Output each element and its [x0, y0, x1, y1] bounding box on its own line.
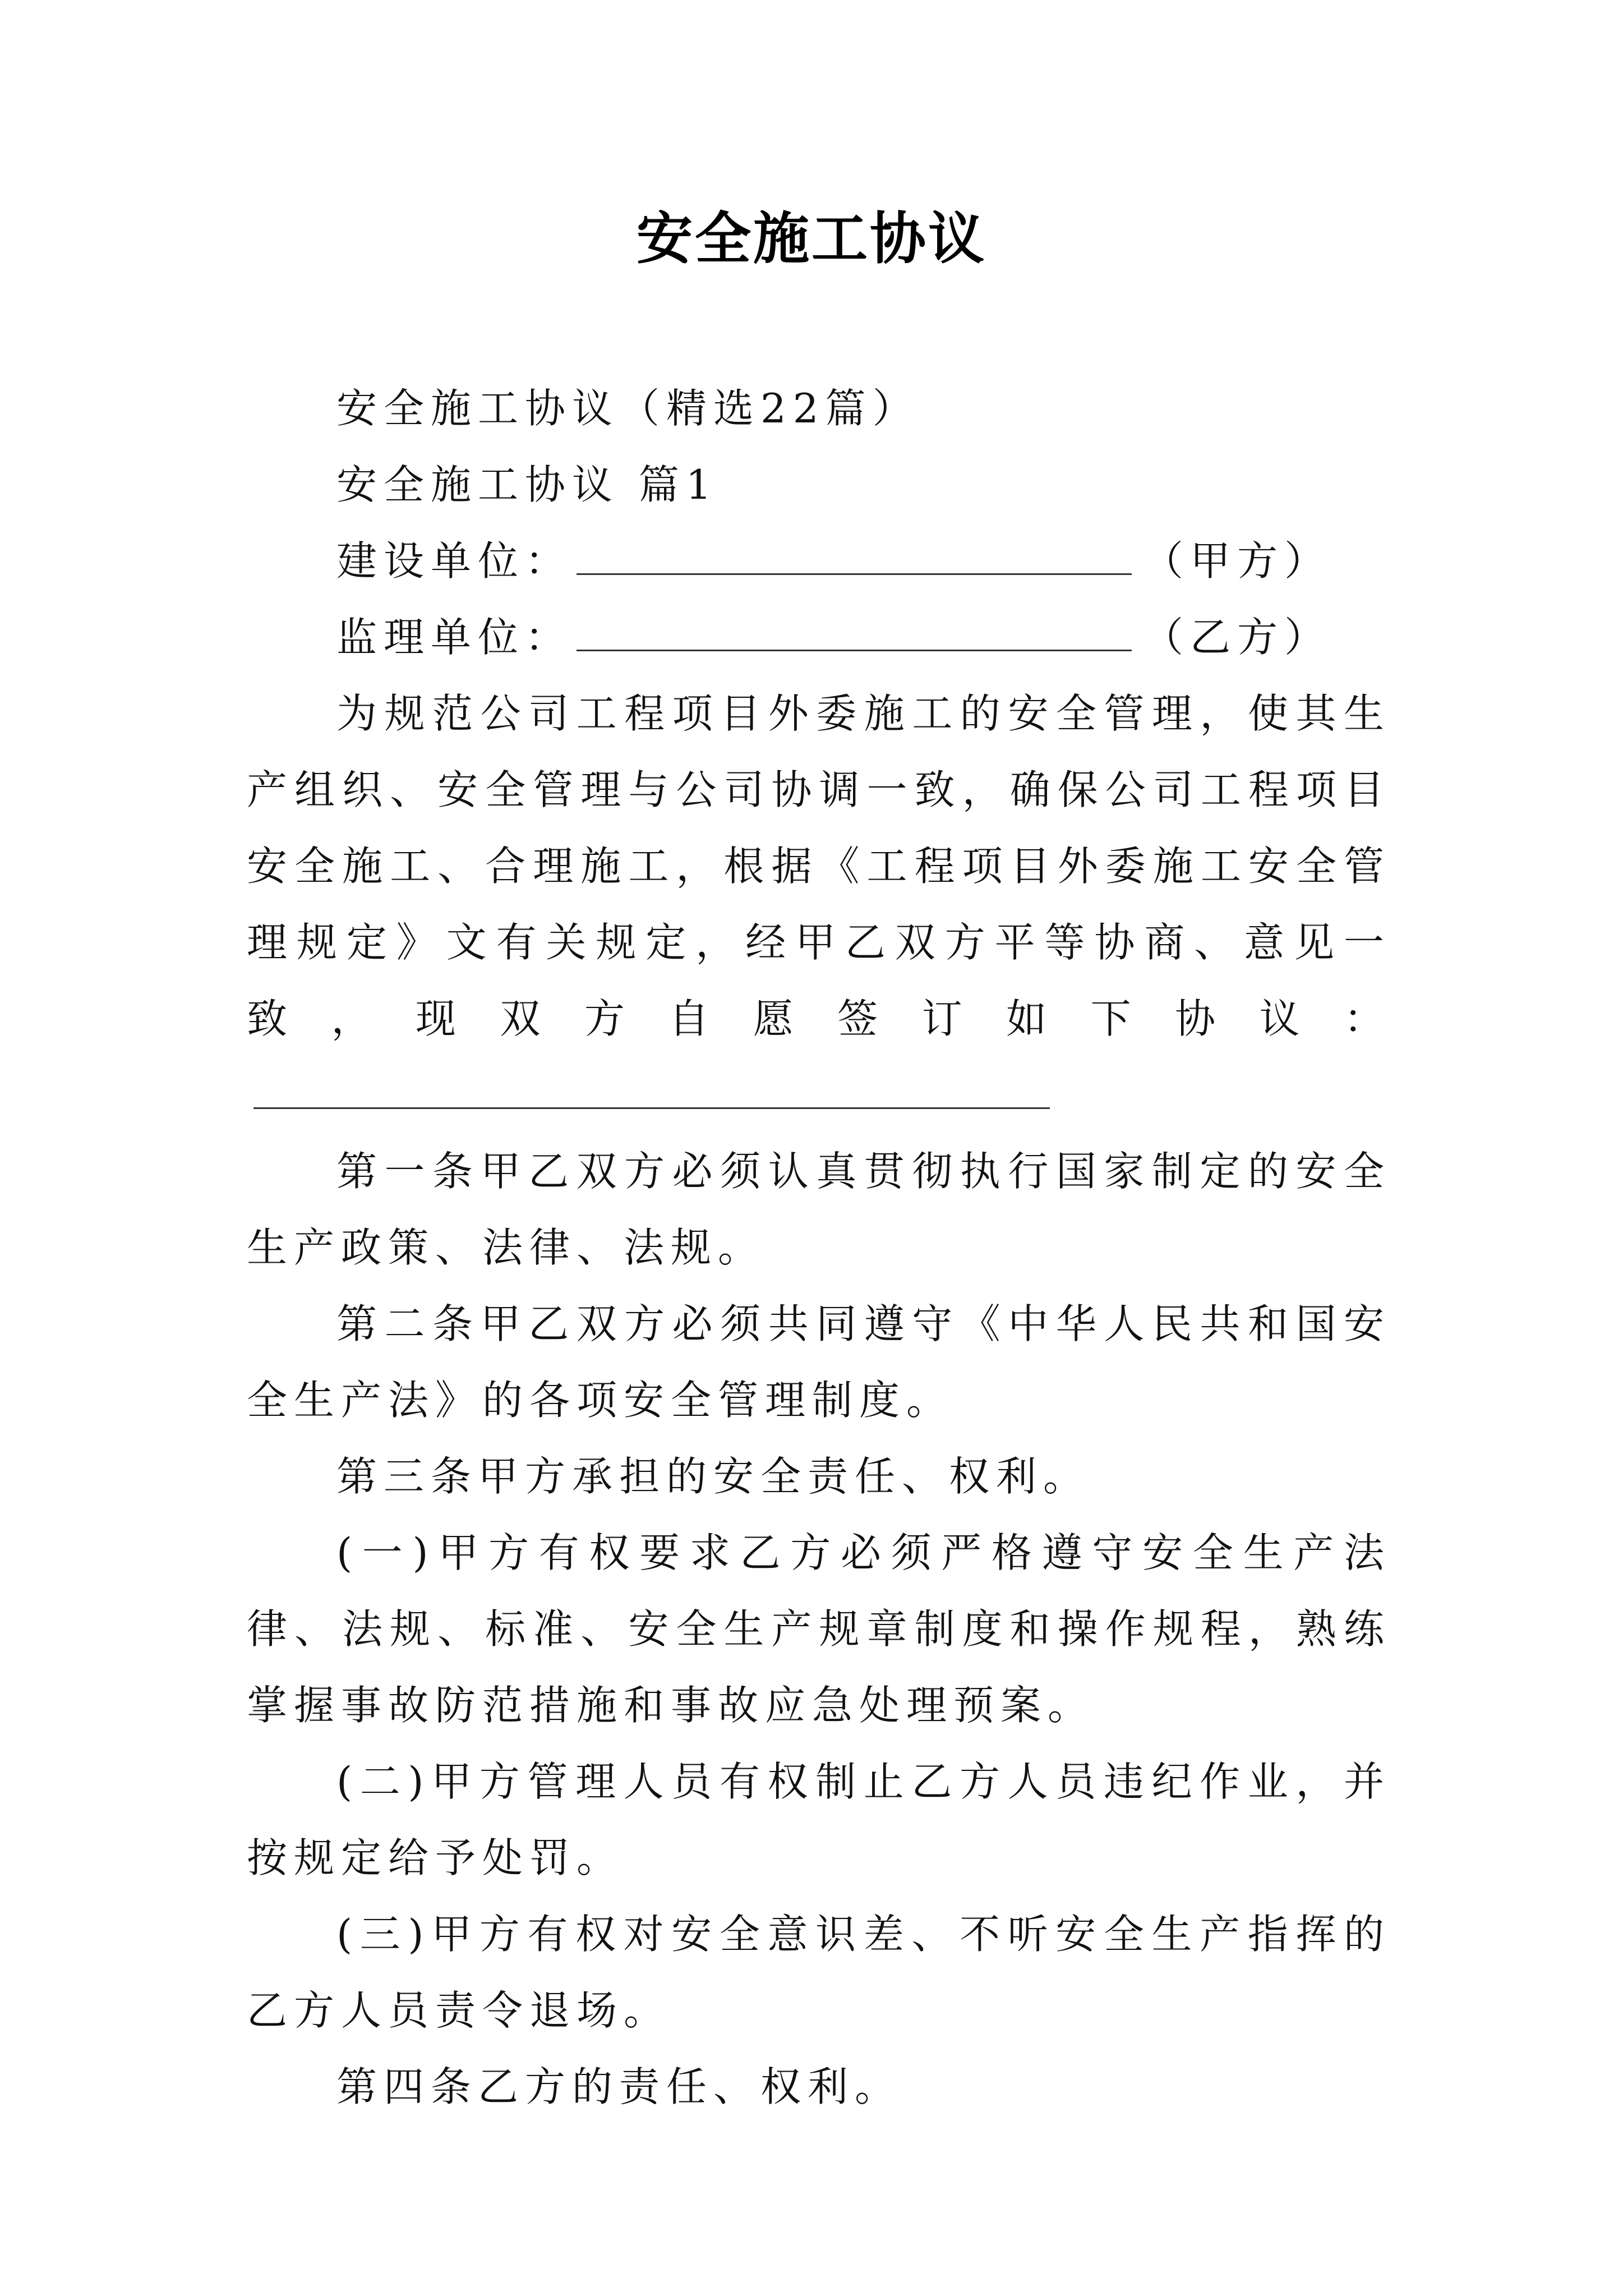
field-label: 监理单位：: [336, 614, 573, 661]
field-supervision-unit: [247, 599, 1391, 675]
document-subtitle: 安全施工协议（精选22篇）: [336, 385, 920, 432]
intro-paragraph: [247, 675, 1391, 1133]
paragraph: 第一条甲乙双方必须认真贯彻执行国家制定的安全生产政策、法律、法规。: [247, 1148, 1391, 1271]
document-title: 安全施工协议: [637, 205, 986, 272]
field-construction-unit: [247, 523, 1391, 599]
paragraph: (一)甲方有权要求乙方必须严格遵守安全生产法律、法规、标准、安全生产规章制度和操作规程，熟练掌握事故防范措施和事故应急处理预案。: [247, 1529, 1391, 1729]
fill-in-blank-line: [577, 614, 1132, 651]
document-body: [247, 370, 1391, 2125]
paragraph: (三)甲方有权对安全意识差、不听安全生产指挥的乙方人员责令退场。: [247, 1911, 1391, 2034]
paragraph: 第四条乙方的责任、权利。: [336, 2063, 902, 2110]
intro-text: 为规范公司工程项目外委施工的安全管理，使其生产组织、安全管理与公司协调一致，确保公司工程项目安全施工、合理施工，根据《工程项目外委施工安全管理规定》文有关规定，经甲乙双方平等协商、意见一致，现双方自愿签订如下协议：: [247, 690, 1391, 1042]
field-suffix: （乙方）: [1143, 614, 1332, 661]
field-suffix: （甲方）: [1143, 537, 1332, 585]
section-heading: 安全施工协议 篇1: [336, 461, 718, 508]
paragraph: 第三条甲方承担的安全责任、权利。: [336, 1453, 1091, 1500]
paragraph: (二)甲方管理人员有权制止乙方人员违纪作业，并按规定给予处罚。: [247, 1758, 1391, 1881]
field-label: 建设单位：: [336, 537, 573, 585]
paragraph: 第二条甲乙双方必须共同遵守《中华人民共和国安全生产法》的各项安全管理制度。: [247, 1300, 1391, 1424]
fill-in-blank-line: [577, 537, 1132, 575]
fill-in-blank-line: [253, 1071, 1050, 1109]
